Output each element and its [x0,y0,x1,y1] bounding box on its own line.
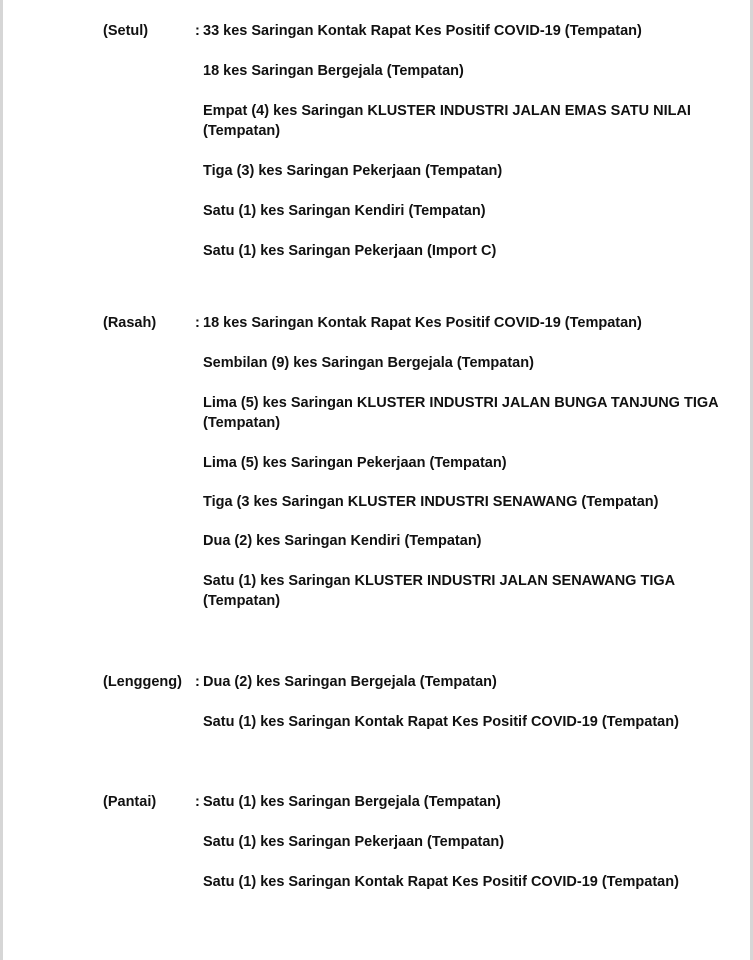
case-entry: Tiga (3) kes Saringan Pekerjaan (Tempatan) [203,163,503,179]
case-entry: Lima (5) kes Saringan KLUSTER INDUSTRI JALAN BUNGA TANJUNG TIGA (Tempatan) [203,395,719,431]
case-entry: Satu (1) kes Saringan Kontak Rapat Kes Positif COVID-19 (Tempatan) [203,874,679,890]
area-label: (Setul) [103,23,149,39]
colon-separator: : [195,674,200,690]
case-entry: 18 kes Saringan Bergejala (Tempatan) [203,63,464,79]
colon-separator: : [195,794,200,810]
case-entry: Dua (2) kes Saringan Bergejala (Tempatan) [203,674,497,690]
case-entry: Lima (5) kes Saringan Pekerjaan (Tempatan) [203,455,507,471]
case-entry: Tiga (3 kes Saringan KLUSTER INDUSTRI SENAWANG (Tempatan) [203,494,659,510]
area-label: (Pantai) [103,794,157,810]
colon-separator: : [195,315,200,331]
case-entry: 18 kes Saringan Kontak Rapat Kes Positif COVID-19 (Tempatan) [203,315,642,331]
area-label: (Lenggeng) [103,674,182,690]
case-entry: Satu (1) kes Saringan KLUSTER INDUSTRI JALAN SENAWANG TIGA (Tempatan) [203,573,675,609]
case-entry: Satu (1) kes Saringan Kontak Rapat Kes Positif COVID-19 (Tempatan) [203,714,679,730]
case-entry: Dua (2) kes Saringan Kendiri (Tempatan) [203,533,482,549]
case-entry: Satu (1) kes Saringan Kendiri (Tempatan) [203,203,486,219]
colon-separator: : [195,23,200,39]
area-label: (Rasah) [103,315,157,331]
case-entry: 33 kes Saringan Kontak Rapat Kes Positif COVID-19 (Tempatan) [203,23,642,39]
case-entry: Satu (1) kes Saringan Bergejala (Tempatan) [203,794,501,810]
page-edge-left [0,0,3,960]
case-entry: Empat (4) kes Saringan KLUSTER INDUSTRI JALAN EMAS SATU NILAI (Tempatan) [203,103,691,139]
case-entry: Sembilan (9) kes Saringan Bergejala (Tempatan) [203,355,534,371]
case-entry: Satu (1) kes Saringan Pekerjaan (Tempatan) [203,834,505,850]
case-entry: Satu (1) kes Saringan Pekerjaan (Import C) [203,243,497,259]
